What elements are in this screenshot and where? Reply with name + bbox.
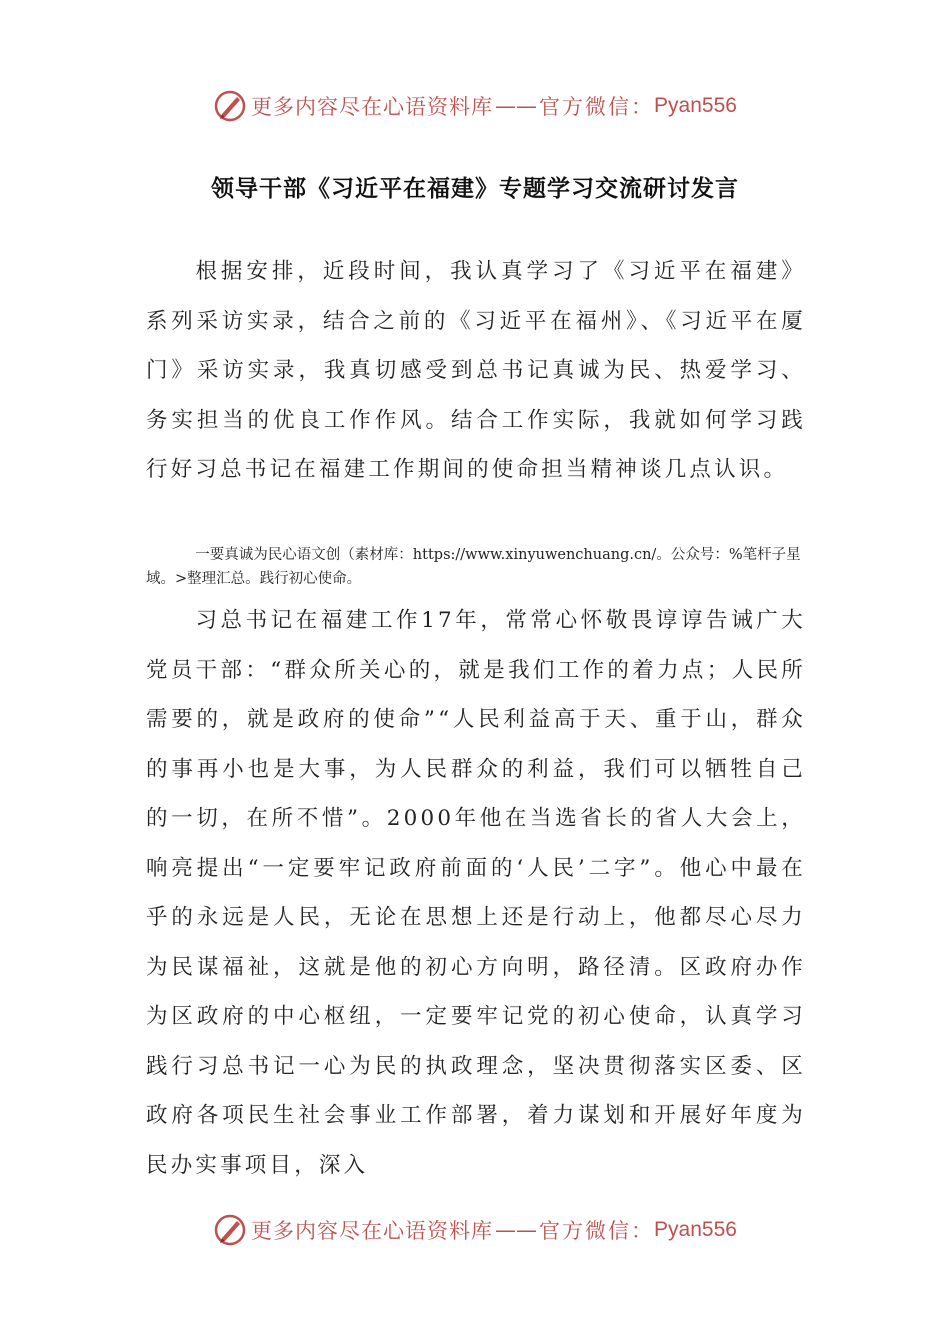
banner-brand-text: 更多内容尽在心语资料库 [251, 95, 494, 119]
banner-wechat-id: Pyan556 [654, 1218, 737, 1241]
banner-separator: —— [495, 1218, 538, 1242]
banner-wechat-id: Pyan556 [654, 94, 737, 117]
pen-circle-logo-icon [213, 89, 247, 123]
footer-banner [0, 1210, 950, 1250]
body-paragraph-heading-note: 一要真诚为民心语文创（素材库：https://www.xinyuwenchuang.cn/。公众号：%笔杆子星域。>整理汇总。践行初心使命。 [146, 547, 801, 587]
header-banner [0, 86, 950, 126]
body-paragraph-main: 习总书记在福建工作17年，常常心怀敬畏谆谆告诫广大党员干部：“群众所关心的，就是我们工作的着力点；人民所需要的，就是政府的使命”“人民利益高于天、重于山，群众的事再小也是大事，为人民群众的利益，我们可以牺牲自己的一切，在所不惜”。2000年他在当选省长的省人大会上，响亮提出“一定要牢记政府前面的‘人民’二字”。他心中最在乎的永远是人民，无论在思想上还是行动上，他都尽心尽力为民谋福祉，这就是他的初心方向明，路径清。区政府办作为区政府的中心枢纽，一定要牢记党的初心使命，认真学习践行习总书记一心为民的执政理念，坚决贯彻落实区委、区政府各项民生社会事业工作部署，着力谋划和开展好年度为民办实事项目，深入 [146, 608, 806, 1178]
banner-brand-text: 更多内容尽在心语资料库 [251, 1219, 494, 1243]
banner-wechat-label: 官方微信： [539, 1219, 655, 1243]
body-paragraph-intro: 根据安排，近段时间，我认真学习了《习近平在福建》系列采访实录，结合之前的《习近平在福州》、《习近平在厦门》采访实录，我真切感受到总书记真诚为民、热爱学习、务实担当的优良工作作风。结合工作实际，我就如何学习践行好习总书记在福建工作期间的使命担当精神谈几点认识。 [146, 259, 806, 482]
pen-circle-logo-icon [213, 1213, 247, 1247]
banner-separator: —— [495, 94, 538, 118]
document-title: 领导干部《习近平在福建》专题学习交流研讨发言 [211, 175, 739, 202]
banner-wechat-label: 官方微信： [539, 95, 655, 119]
